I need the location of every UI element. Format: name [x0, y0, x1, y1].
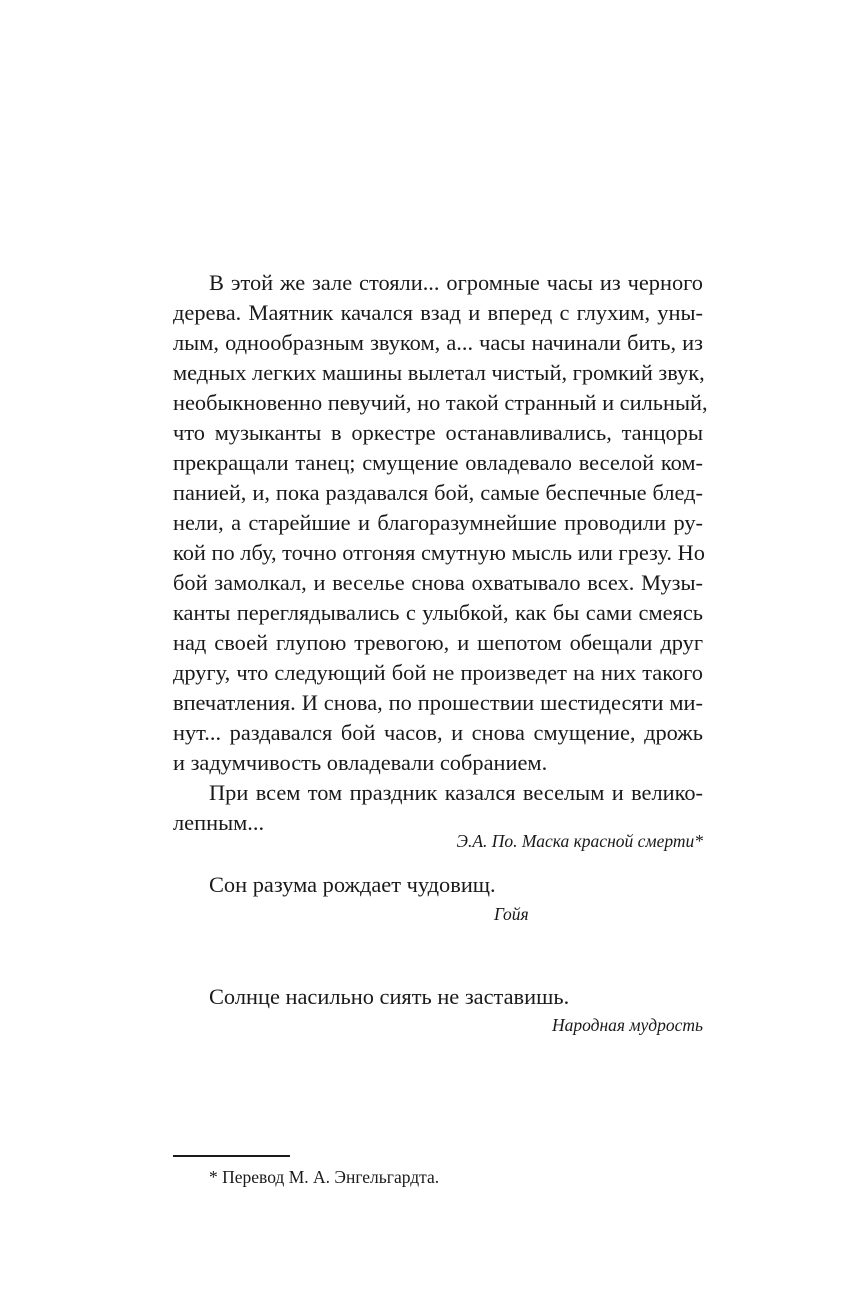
- text-line: необыкновенно певучий, но такой странный и сильный,: [173, 390, 708, 415]
- text-line: и задумчивость овладевали собранием.: [173, 750, 548, 775]
- text-line: лепным...: [173, 810, 265, 835]
- text-line: другу, что следующий бой не произведет на них такого: [173, 660, 703, 685]
- text-line: бой замолкал, и веселье снова охватывало всех. Музы-: [173, 570, 703, 595]
- text-line: прекращали танец; смущение овладевало веселой ком-: [173, 450, 703, 475]
- quote-folk-text: Солнце насильно сиять не заставишь.: [209, 984, 570, 1009]
- text-line: медных легких машины вылетал чистый, громкий звук,: [173, 360, 705, 385]
- text-line: В этой же зале стояли... огромные часы из черного: [209, 270, 703, 295]
- epigraph-attribution: Э.А. По. Маска красной смерти*: [456, 831, 703, 851]
- text-line: панией, и, пока раздавался бой, самые беспечные блед-: [173, 480, 703, 505]
- text-line: канты переглядывались с улыбкой, как бы сами смеясь: [173, 600, 703, 625]
- footnote-text: * Перевод М. А. Энгельгардта.: [209, 1167, 440, 1187]
- text-line: кой по лбу, точно отгоняя смутную мысль или грезу. Но: [173, 540, 705, 565]
- text-line: При всем том праздник казался веселым и велико-: [209, 780, 703, 805]
- quote-goya-text: Сон разума рождает чудовищ.: [209, 872, 496, 897]
- quote-goya-attribution: Гойя: [494, 904, 529, 924]
- text-line: нели, а старейшие и благоразумнейшие проводили ру-: [173, 510, 703, 535]
- footnote-divider: [173, 1155, 290, 1157]
- text-line: над своей глупою тревогою, и шепотом обещали друг: [173, 630, 703, 655]
- text-line: дерева. Маятник качался взад и вперед с глухим, уны-: [173, 300, 703, 325]
- quote-folk-attribution: Народная мудрость: [551, 1015, 703, 1035]
- text-line: нут... раздавался бой часов, и снова смущение, дрожь: [173, 720, 703, 745]
- text-line: что музыканты в оркестре останавливались, танцоры: [173, 420, 703, 445]
- text-line: впечатления. И снова, по прошествии шестидесяти ми-: [173, 690, 703, 715]
- text-line: лым, однообразным звуком, а... часы начинали бить, из: [173, 330, 703, 355]
